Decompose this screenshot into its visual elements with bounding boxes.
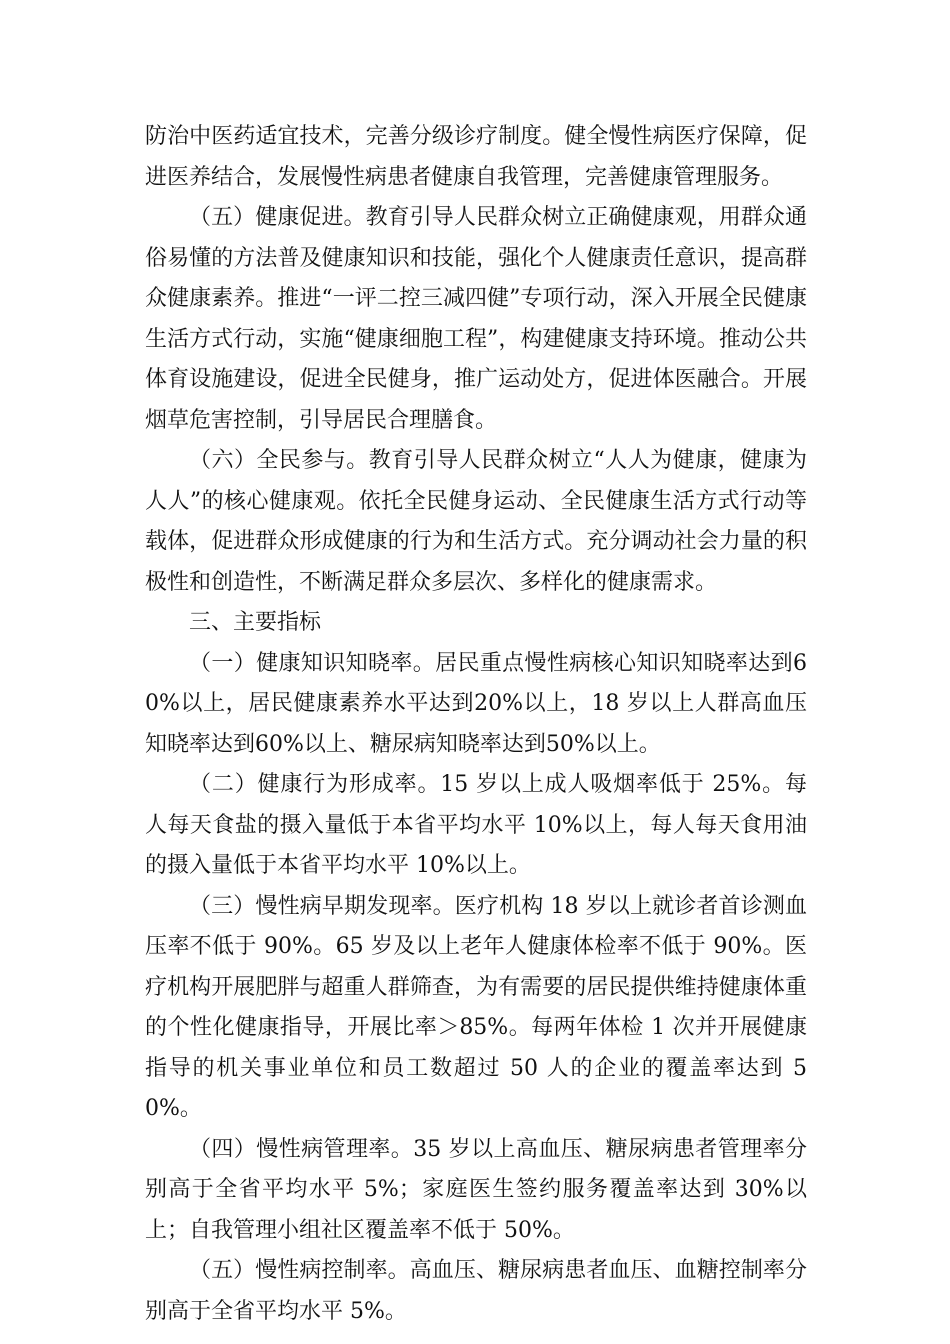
paragraph-control-rate: （五）慢性病控制率。高血压、糖尿病患者血压、血糖控制率分别高于全省平均水平 5%。 bbox=[145, 1258, 807, 1324]
section-heading-main-indicators: 三、主要指标 bbox=[189, 610, 322, 635]
paragraph-health-behavior-rate: （二）健康行为形成率。15 岁以上成人吸烟率低于 25%。每人每天食盐的摄入量低于本省平均水平 10%以上，每人每天食用油的摄入量低于本省平均水平 10%以上。 bbox=[145, 772, 807, 878]
paragraph-early-detection-rate: （三）慢性病早期发现率。医疗机构 18 岁以上就诊者首诊测血压率不低于 90%。65 岁及以上老年人健康体检率不低于 90%。医疗机构开展肥胖与超重人群筛查，为有需要的居民提供维持健康体重的个性化健康指导，开展比率＞85%。每两年体检 1 次并开展健康指导的机关事业单位和员工数超过 50 人的企业的覆盖率达到 50%。 bbox=[145, 893, 807, 1121]
document-body bbox=[145, 117, 807, 1332]
paragraph-knowledge-awareness-rate: （一）健康知识知晓率。居民重点慢性病核心知识知晓率达到60%以上，居民健康素养水平达到20%以上，18 岁以上人群高血压知晓率达到60%以上、糖尿病知晓率达到50%以上。 bbox=[145, 650, 807, 757]
paragraph-health-promotion: （五）健康促进。教育引导人民群众树立正确健康观，用群众通俗易懂的方法普及健康知识和技能，强化个人健康责任意识，提高群众健康素养。推进“一评二控三减四健”专项行动，深入开展全民健康生活方式行动，实施“健康细胞工程”，构建健康支持环境。推动公共体育设施建设，促进全民健身，推广运动处方，促进体医融合。开展烟草危害控制，引导居民合理膳食。 bbox=[145, 205, 807, 433]
paragraph-management-rate: （四）慢性病管理率。35 岁以上高血压、糖尿病患者管理率分别高于全省平均水平 5%；家庭医生签约服务覆盖率达到 30%以上；自我管理小组社区覆盖率不低于 50%。 bbox=[145, 1136, 807, 1243]
paragraph-continuation: 防治中医药适宜技术，完善分级诊疗制度。健全慢性病医疗保障，促进医养结合，发展慢性病患者健康自我管理，完善健康管理服务。 bbox=[145, 124, 807, 190]
paragraph-public-participation: （六）全民参与。教育引导人民群众树立“人人为健康，健康为人人”的核心健康观。依托全民健身运动、全民健康生活方式行动等载体，促进群众形成健康的行为和生活方式。充分调动社会力量的积极性和创造性，不断满足群众多层次、多样化的健康需求。 bbox=[145, 448, 807, 595]
